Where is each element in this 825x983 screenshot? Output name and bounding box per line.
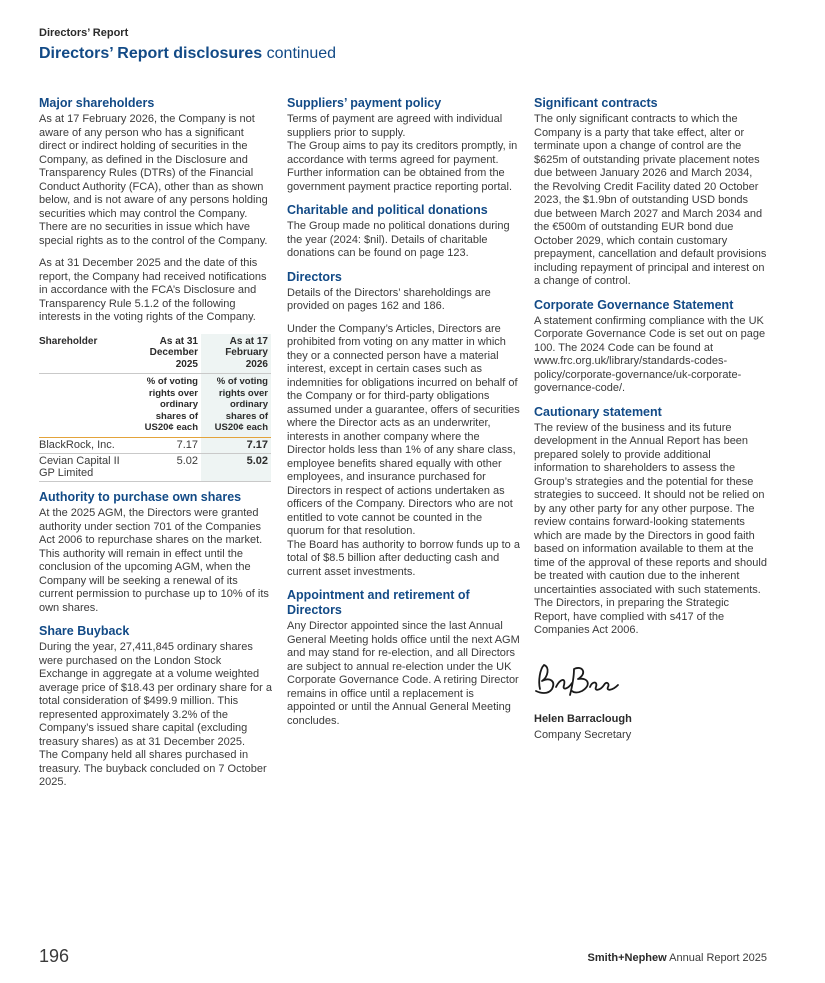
col-header-2026: As at 17 February 2026 xyxy=(201,334,271,374)
section-authority xyxy=(39,490,273,615)
heading-directors: Directors xyxy=(287,269,342,284)
page-title xyxy=(39,45,336,63)
paragraph: A statement confirming compliance with the UK Corporate Governance Code is set out on page 100. The 2024 Code can be found at www.frc.org.uk/library/standards-codes-policy/corporate-governance/uk-corporate-governance-code/. xyxy=(534,314,766,394)
column-right xyxy=(534,96,768,742)
section-contracts xyxy=(534,96,768,289)
section-governance xyxy=(534,298,768,396)
paragraph: As at 17 February 2026, the Company is not aware of any person who has a significant direct or indirect holding of securities in the Company, as defined in the Disclosure and Transparency Rules (DTRs) of the Financial Conduct Authority (FCA), other than as shown below, and is not aware of any persons holding securities which may control the Company. There are no securities in issue which have special rights as to the control of the Company. xyxy=(39,113,268,247)
paragraph: The Company held all shares purchased in treasury. The buyback concluded on 7 October 2025. xyxy=(39,749,267,788)
table-row xyxy=(39,454,271,482)
shareholder-name: BlackRock, Inc. xyxy=(39,437,127,454)
column-left xyxy=(39,96,273,799)
section-cautionary xyxy=(534,405,768,638)
unit-label-2026: % of voting rights over ordinary shares of US20¢ each xyxy=(201,374,271,438)
footer xyxy=(588,952,767,964)
heading-cautionary: Cautionary statement xyxy=(534,404,662,419)
paragraph: The Board has authority to borrow funds up to a total of $8.5 billion after deducting cash and current asset investments. xyxy=(287,538,520,578)
footer-brand: Smith+Nephew xyxy=(587,952,667,964)
section-label: Directors’ Report xyxy=(39,27,129,39)
footer-report: Annual Report 2025 xyxy=(669,952,767,964)
value-2026: 7.17 xyxy=(201,437,271,454)
heading-major-shareholders: Major shareholders xyxy=(39,96,155,110)
column-middle xyxy=(287,96,521,737)
paragraph: Any Director appointed since the last Annual General Meeting holds office until the next AGM and may stand for re-election, and all Directors are subject to annual re-election under the UK Corporate Governance Code. A retiring Director remains in office until a replacement is appointed or until the Annual General Meeting concludes. xyxy=(287,620,520,727)
section-appointment xyxy=(287,588,521,728)
value-2026: 5.02 xyxy=(201,454,271,482)
col-header-2025: As at 31 December 2025 xyxy=(127,334,201,374)
section-buyback xyxy=(39,624,273,790)
signature-image xyxy=(534,659,624,703)
page-title-main: Directors’ Report disclosures xyxy=(39,45,263,62)
value-2025: 5.02 xyxy=(127,454,201,482)
unit-label-2025: % of voting rights over ordinary shares of US20¢ each xyxy=(127,374,201,438)
page-title-suffix: continued xyxy=(266,45,337,62)
paragraph: Under the Company’s Articles, Directors are prohibited from voting on any matter in which they or a connected person have a material interest, except in certain cases such as indemnities for obligations incurred on behalf of the Company or for third-party obligations assumed under a guarantee, offers of securities where the Director acts as an underwriter, interests in another company where the Director holds less than 1% of any share class, employee benefits shared equally with other employees, and insurance purchased for Directors in respect of actions undertaken as officers of the Company. Directors who are not entitled to vote cannot be counted in the quorum for that resolution. xyxy=(287,322,520,537)
section-suppliers xyxy=(287,96,521,194)
signatory-name: Helen Barraclough xyxy=(534,713,632,725)
section-donations xyxy=(287,203,521,261)
paragraph: The Group made no political donations during the year (2024: $nil). Details of charitable donations can be found on page 123. xyxy=(287,220,510,259)
heading-contracts: Significant contracts xyxy=(534,96,658,110)
paragraph: During the year, 27,411,845 ordinary shares were purchased on the London Stock Exchange in aggregate at a volume weighted average price of $18.43 per ordinary share for a total consideration of $499.9 million. This represented approximately 3.2% of the Company’s issued share capital (excluding treasury shares) as at 31 December 2025. xyxy=(39,641,272,748)
paragraph: At the 2025 AGM, the Directors were granted authority under section 701 of the Companies Act 2006 to repurchase shares on the market. This authority will remain in effect until the conclusion of the upcoming AGM, when the Company will be seeking a renewal of its current permission to purchase up to 10% of its own shares. xyxy=(39,507,269,614)
paragraph: As at 31 December 2025 and the date of this report, the Company had received notifications in accordance with the FCA’s Disclosure and Transparency Rule 5.1.2 of the following interests in the voting rights of the Company. xyxy=(39,257,267,323)
shareholder-name: Cevian Capital II GP Limited xyxy=(39,454,127,482)
paragraph: Terms of payment are agreed with individual suppliers prior to supply. xyxy=(287,113,503,139)
paragraph: Details of the Directors’ shareholdings are provided on pages 162 and 186. xyxy=(287,286,491,312)
signatory-role: Company Secretary xyxy=(534,728,632,741)
section-major-shareholders xyxy=(39,96,273,482)
heading-buyback: Share Buyback xyxy=(39,624,130,638)
table-header-row xyxy=(39,334,271,374)
page-number: 196 xyxy=(39,946,70,966)
heading-appointment: Appointment and retirement of Directors xyxy=(287,588,470,617)
value-2025: 7.17 xyxy=(127,437,201,454)
shareholders-table xyxy=(39,334,271,483)
paragraph: The Group aims to pay its creditors promptly, in accordance with terms agreed for payment. Further information can be obtained from the government payment practice reporting portal. xyxy=(287,140,518,193)
heading-authority: Authority to purchase own shares xyxy=(39,490,242,504)
heading-donations: Charitable and political donations xyxy=(287,203,488,217)
section-directors xyxy=(287,270,521,580)
heading-suppliers: Suppliers’ payment policy xyxy=(287,96,442,110)
paragraph: The review of the business and its future development in the Annual Report has been prepared solely to provide additional information to shareholders to assess the Group’s strategies and the potential for these strategies to succeed. It should not be relied on by any other party for any other purpose. The review contains forward-looking statements which are made by the Directors in good faith based on information available to them at the time of the approval of these reports and should be treated with caution due to the inherent uncertainties associated with such statements. The Directors, in preparing the Strategic Report, have complied with s417 of the Companies Act 2006. xyxy=(534,421,767,636)
table-units-row xyxy=(39,374,271,438)
paragraph: The only significant contracts to which the Company is a party that take effect, alter or terminate upon a change of control are the $625m of outstanding private placement notes due between January 2026 and March 2034, the Revolving Credit Facility dated 20 October 2023, the $1.9bn of outstanding USD bonds due between March 2027 and March 2034 and the €500m of outstanding EUR bond due October 2029, which contain customary prepayment, cancellation and default provisions including repayment of principal and interest on a change of control. xyxy=(534,113,767,287)
col-header-shareholder: Shareholder xyxy=(39,334,127,374)
table-row xyxy=(39,437,271,454)
heading-governance: Corporate Governance Statement xyxy=(534,297,734,312)
